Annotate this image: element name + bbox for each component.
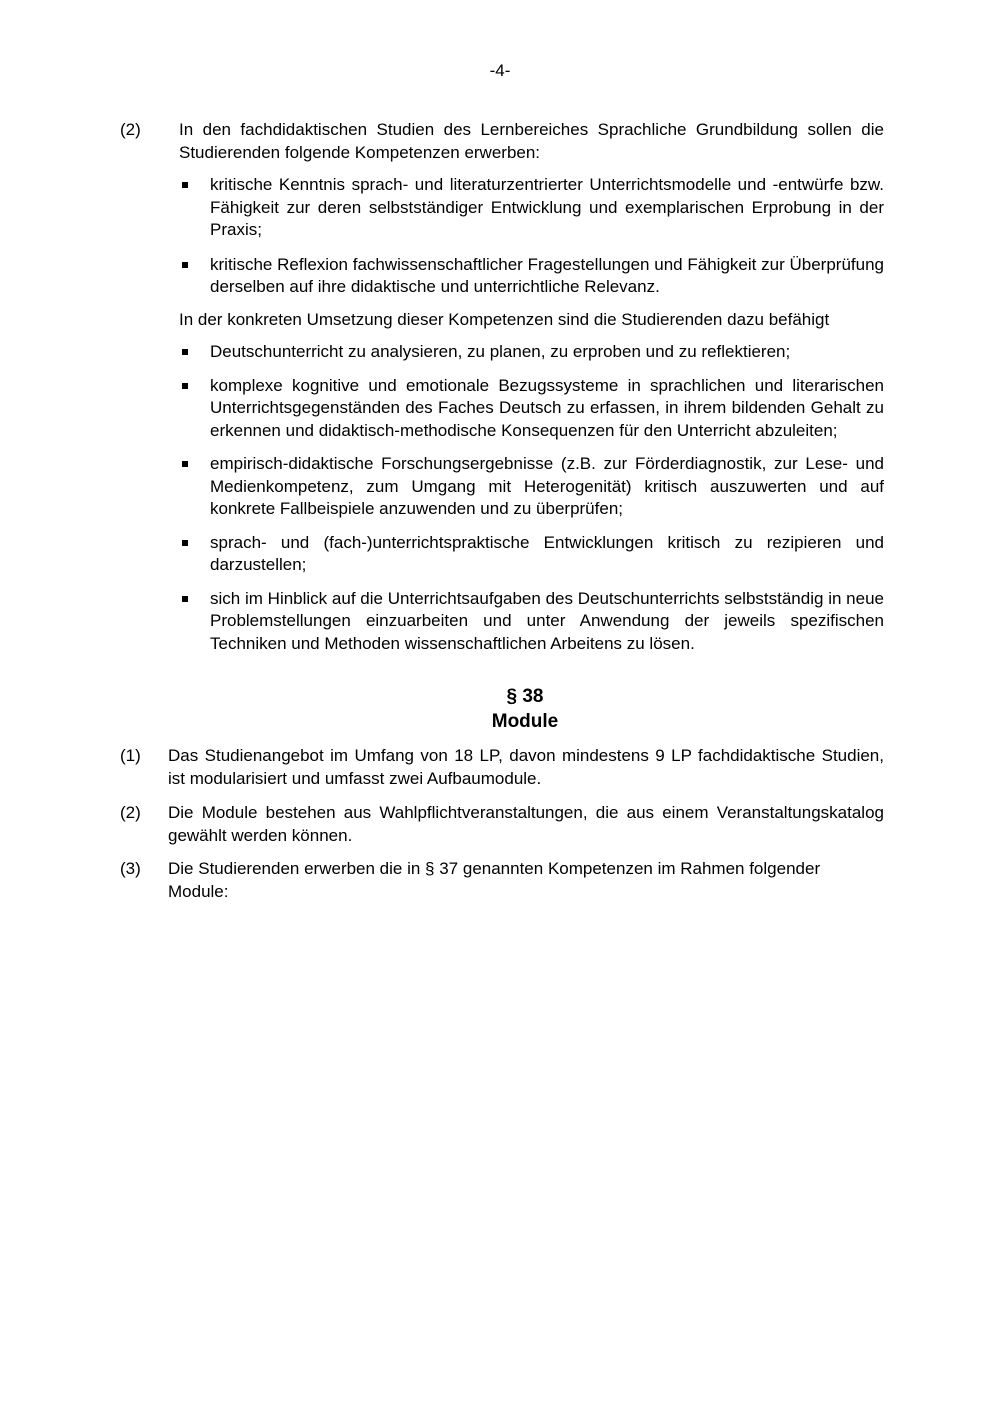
section-symbol: § 38 [506, 686, 544, 707]
list-item [179, 375, 884, 443]
list-item [179, 453, 884, 521]
list-item-text: Deutschunterricht zu analysieren, zu planen, zu erproben und zu reflektieren; [210, 342, 791, 361]
section38-paragraph-2 [120, 802, 884, 847]
list-item-text: sprach- und (fach-)unterrichtspraktische Entwicklungen kritisch zu rezipieren und darzustellen; [210, 532, 884, 574]
paragraph-intro-b: In der konkreten Umsetzung dieser Kompetenzen sind die Studierenden dazu befähigt [179, 309, 830, 329]
paragraph-number: (1) [120, 746, 141, 765]
paragraph-number: (2) [120, 120, 141, 139]
section38-paragraph-1 [120, 745, 884, 790]
page-number: -4- [489, 61, 511, 80]
competence-list [179, 174, 884, 299]
bullet-square-icon [182, 349, 188, 355]
bullet-square-icon [182, 182, 188, 188]
bullet-square-icon [182, 461, 188, 467]
section37-paragraph-2 [120, 119, 884, 655]
bullet-square-icon [182, 383, 188, 389]
paragraph-number: (2) [120, 803, 141, 822]
section-title: Module [491, 711, 559, 732]
section-heading [410, 684, 640, 734]
list-item-text: kritische Reflexion fachwissenschaftlicher Fragestellungen und Fähigkeit zur Überprüfung derselben auf ihre didaktische und unterrichtliche Relevanz. [210, 254, 884, 296]
list-item [179, 174, 884, 242]
list-item-text: kritische Kenntnis sprach- und literaturzentrierter Unterrichtsmodelle und -entwürfe bzw. Fähigkeit zur deren selbstständiger Entwicklung und exemplarischen Erprobung in der Praxis; [210, 175, 884, 239]
paragraph-text: Die Studierenden erwerben die in § 37 genannten Kompetenzen im Rahmen folgender Module: [168, 859, 821, 901]
paragraph-number: (3) [120, 859, 141, 878]
bullet-square-icon [182, 596, 188, 602]
list-item-text: empirisch-didaktische Forschungsergebnisse (z.B. zur Förderdiagnostik, zur Lese- und Medienkompetenz, zum Umgang mit Heterogenität) kritisch auszuwerten und auf konkrete Fallbeispiele anzuwenden und zu überprüfen; [210, 454, 884, 518]
bullet-square-icon [182, 262, 188, 268]
list-item-text: komplexe kognitive und emotionale Bezugssysteme in sprachlichen und literarischen Unterrichtsgegenständen des Faches Deutsch zu erfassen, in ihrem bildenden Gehalt zu erkennen und didaktisch-methodische Konsequenzen für den Unterricht abzuleiten; [210, 375, 884, 440]
paragraph-text: Die Module bestehen aus Wahlpflichtveranstaltungen, die aus einem Veranstaltungskatalog gewählt werden können. [168, 803, 884, 845]
ability-list [179, 341, 884, 655]
list-item [179, 532, 884, 577]
list-item [179, 341, 884, 364]
list-item [179, 588, 884, 656]
paragraph-intro: In den fachdidaktischen Studien des Lernbereiches Sprachliche Grundbildung sollen die Studierenden folgende Kompetenzen erwerben: [179, 120, 884, 162]
bullet-square-icon [182, 540, 188, 546]
paragraph-text: Das Studienangebot im Umfang von 18 LP, davon mindestens 9 LP fachdidaktische Studien, ist modularisiert und umfasst zwei Aufbaumodule. [168, 746, 884, 788]
list-item [179, 254, 884, 299]
list-item-text: sich im Hinblick auf die Unterrichtsaufgaben des Deutschunterrichts selbstständig in neue Problemstellungen einzuarbeiten und unter Anwendung der jeweils spezifischen Techniken und Methoden wissenschaftlichen Arbeitens zu lösen. [210, 588, 884, 653]
section38-paragraph-3 [120, 858, 884, 903]
